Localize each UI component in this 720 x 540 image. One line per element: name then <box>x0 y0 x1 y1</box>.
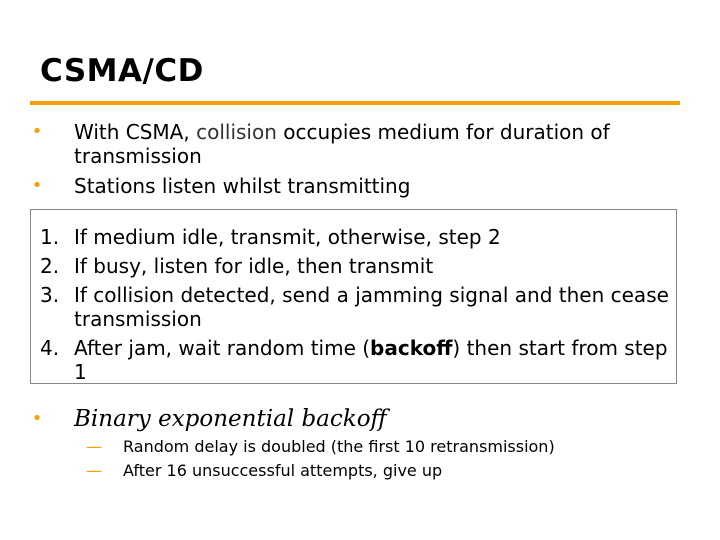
step-text: If medium idle, transmit, otherwise, step 2 <box>74 225 501 249</box>
collision-term: collision <box>196 120 277 144</box>
bullet-text-pre: With CSMA, <box>74 120 197 144</box>
step-number: 4. <box>40 336 60 360</box>
intro-bullets <box>30 120 690 204</box>
title-underline <box>30 101 680 105</box>
subitem-text: Random delay is doubled (the first 10 retransmission) <box>123 437 555 456</box>
step-text: If busy, listen for idle, then transmit <box>74 254 434 278</box>
bullet-text-post: occupies medium for duration of transmission <box>74 120 610 168</box>
bullet-dot-icon: • <box>31 121 43 142</box>
backoff-subitem <box>30 461 690 481</box>
step-item <box>40 225 670 249</box>
bullet-item <box>30 174 690 198</box>
backoff-heading-text: Binary exponential backoff <box>74 406 387 432</box>
backoff-term: backoff <box>370 336 453 360</box>
bullet-item <box>30 120 690 168</box>
bullet-text: Stations listen whilst transmitting <box>74 174 411 198</box>
slide-title: CSMA/CD <box>40 53 204 89</box>
step-number: 2. <box>40 254 60 278</box>
dash-bullet-icon: — <box>86 461 102 480</box>
bullet-dot-icon: • <box>31 175 43 196</box>
csma-cd-steps <box>40 225 670 389</box>
step-number: 1. <box>40 225 60 249</box>
backoff-section <box>30 405 690 481</box>
bullet-dot-icon: • <box>31 408 43 429</box>
step-number: 3. <box>40 283 60 307</box>
step-text: If collision detected, send a jamming signal and then cease transmission <box>74 283 669 331</box>
backoff-subitem <box>30 437 690 457</box>
backoff-heading <box>30 405 690 433</box>
step-item <box>40 283 670 331</box>
dash-bullet-icon: — <box>86 437 102 456</box>
step-item <box>40 254 670 278</box>
step-text-pre: After jam, wait random time ( <box>74 336 371 360</box>
step-item <box>40 336 670 384</box>
subitem-text: After 16 unsuccessful attempts, give up <box>123 461 443 480</box>
step-text-post: ) then start from step 1 <box>74 336 668 384</box>
